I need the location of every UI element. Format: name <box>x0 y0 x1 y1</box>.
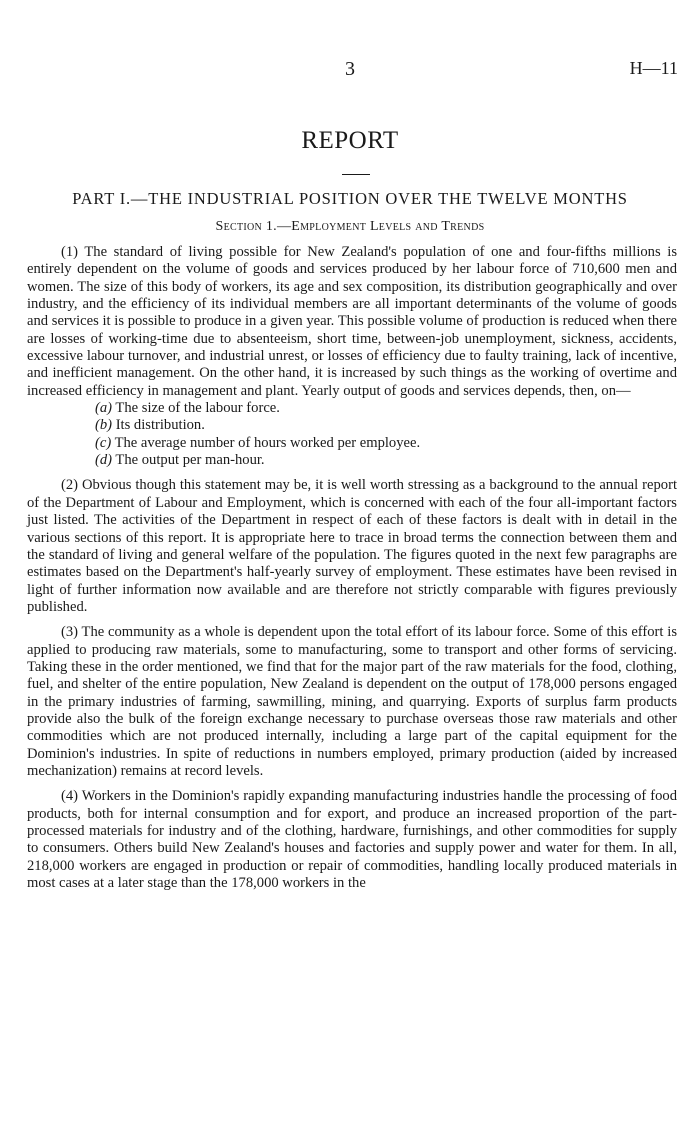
page-number: 3 <box>345 58 355 80</box>
paragraph-3: (3) The community as a whole is dependent upon the total effort of its labour force. Some of this effort is applied to producing raw materials, some to manufacturing, some to transport and other forms of servicing. Taking these in the order mentioned, we find that for the major part of the raw materials for the food, clothing, fuel, and shelter of the entire population, New Zealand is dependent on the output of 178,000 persons engaged in the primary industries of farming, sawmilling, mining, and quarrying. Exports of surplus farm products provide also the bulk of the foreign exchange necessary to purchase overseas those raw materials and other commodities which are not produced internally, including a large part of the capital equipment for the Dominion's industries. In spite of reductions in numbers employed, primary production (aided by increased mechanization) remains at record levels. <box>27 624 677 779</box>
list-item-marker: (a) <box>95 400 113 417</box>
section-heading: Section 1.—Employment Levels and Trends <box>215 219 485 234</box>
report-body <box>27 244 677 892</box>
title-divider <box>342 174 370 175</box>
factor-list <box>27 400 677 469</box>
list-item-text: The output per man-hour. <box>115 452 265 469</box>
list-item-text: Its distribution. <box>115 417 205 434</box>
list-item <box>27 452 677 469</box>
part-heading: PART I.—THE INDUSTRIAL POSITION OVER THE TWELVE MONTHS <box>72 189 628 208</box>
list-item <box>27 435 677 452</box>
list-item <box>27 417 677 434</box>
paragraph-1: (1) The standard of living possible for New Zealand's population of one and four-fifths millions is entirely dependent on the volume of goods and services produced by her labour force of 710,600 men and women. The size of this body of workers, its age and sex composition, its distribution geographically and over industry, and the efficiency of its individual members are all important determinants of the volume of goods and services it is possible to produce in a given year. This possible volume of production is reduced when there are losses of working-time due to absenteeism, short time, between-job unemployment, sickness, accidents, excessive labour turnover, and industrial unrest, or losses of efficiency due to faulty training, lack of incentive, and inefficient management. On the other hand, it is increased by such things as the working of overtime and increased efficiency in management and plant. Yearly output of goods and services depends, then, on— <box>27 244 677 399</box>
list-item-marker: (d) <box>95 452 113 469</box>
report-title: REPORT <box>301 127 399 154</box>
paragraph-2: (2) Obvious though this statement may be, it is well worth stressing as a background to the annual report of the Department of Labour and Employment, which is concerned with each of the four all-important factors just listed. The activities of the Department in respect of each of these factors is dealt with in detail in the various sections of this report. It is appropriate here to trace in broad terms the connection between them and the standard of living and general welfare of the population. The figures quoted in the next few paragraphs are estimates based on the Department's half-yearly survey of employment. These estimates have been revised in light of further information now available and are therefore not strictly comparable with figures previously published. <box>27 477 677 615</box>
list-item <box>27 400 677 417</box>
paragraph-4: (4) Workers in the Dominion's rapidly expanding manufacturing industries handle the processing of food products, both for internal consumption and for export, and produce an increased proportion of the part-processed materials for industry and of the clothing, hardware, furnishings, and other commodities for supply to consumers. Others build New Zealand's houses and factories and supply power and water for them. In all, 218,000 workers are engaged in production or repair of commodities, handling locally produced materials in most cases at a later stage than the 178,000 workers in the <box>27 788 677 892</box>
list-item-text: The average number of hours worked per employee. <box>114 434 421 451</box>
list-item-marker: (c) <box>95 434 112 451</box>
page-reference: H—11 <box>629 58 678 78</box>
list-item-marker: (b) <box>95 417 113 434</box>
list-item-text: The size of the labour force. <box>115 400 280 417</box>
